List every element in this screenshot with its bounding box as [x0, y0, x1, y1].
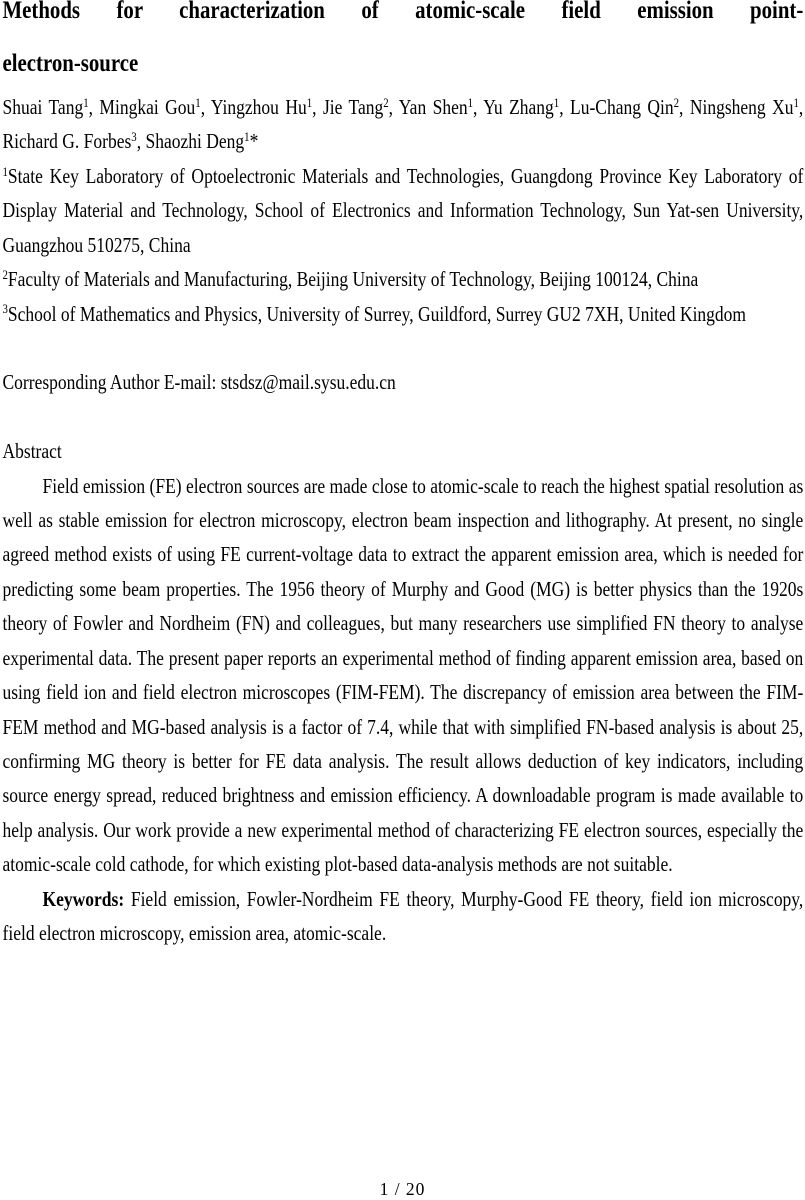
affiliation-1: $^1$State Key Laboratory of Optoelectronic Materials and Technologies, Guangdong Province Key Laboratory of Display Material and Technology, School of Electronics and Information Technology, Sun Yat-sen University, Guangzhou 510275, China — [2, 163, 804, 257]
blank-line-1 — [2, 331, 803, 365]
paper-title-line-2: electron-source — [2, 50, 139, 77]
blank-line-2 — [2, 400, 803, 434]
page-number: 1 / 20 — [379, 1179, 426, 1199]
abstract-text: Field emission (FE) electron sources are made close to atomic-scale to reach the highest spatial resolution as well as stable emission for electron microscopy, electron beam inspection and lithography. At present, no single agreed method exists of using FE current-voltage data to extract the apparent emission area, which is needed for predicting some beam properties. The 1956 theory of Murphy and Good (MG) is better physics than the 1920s theory of Fowler and Nordheim (FN) and colleagues, but many researchers use simplified FN theory to analyse experimental data. The present paper reports an experimental method of finding apparent emission area, based on using field ion and field electron microscopes (FIM-FEM). The discrepancy of emission area between the FIM-FEM method and MG-based analysis is a factor of 7.4, while that with simplified FN-based analysis is about 25, confirming MG theory is better for FE data analysis. The result allows deduction of key indicators, including source energy spread, reduced brightness and emission efficiency. A downloadable program is made available to help analysis. Our work provide a new experimental method of characterizing FE electron sources, especially the atomic-scale cold cathode, for which existing plot-based data-analysis methods are not suitable. — [2, 473, 804, 877]
affiliation-2: $^2$Faculty of Materials and Manufacturing, Beijing University of Technology, Beijing 100124, China — [2, 266, 699, 292]
paper-title-line-1: Methods for characterization of atomic-scale field emission point- — [2, 0, 804, 24]
author-list: Shuai Tang$^1$, Mingkai Gou$^1$, Yingzhou Hu$^1$, Jie Tang$^2$, Yan Shen$^1$, Yu Zhang$^1$, Lu-Chang Qin$^2$, Ningsheng Xu$^1$, Richard G. Forbes$^3$, Shaozhi Deng$^1$* — [2, 94, 804, 154]
affiliation-3: $^3$School of Mathematics and Physics, University of Surrey, Guildford, Surrey GU2 7XH, United Kingdom — [2, 301, 747, 326]
paper-title — [2, 0, 803, 90]
abstract-heading: Abstract — [2, 439, 62, 464]
keywords-line: Keywords: Field emission, Fowler-Nordheim FE theory, Murphy-Good FE theory, field ion microscopy, field electron microscopy, emission area, atomic-scale. — [2, 886, 804, 946]
corresponding-author-email: Corresponding Author E-mail: stsdsz@mail.sysu.edu.cn — [2, 370, 396, 395]
